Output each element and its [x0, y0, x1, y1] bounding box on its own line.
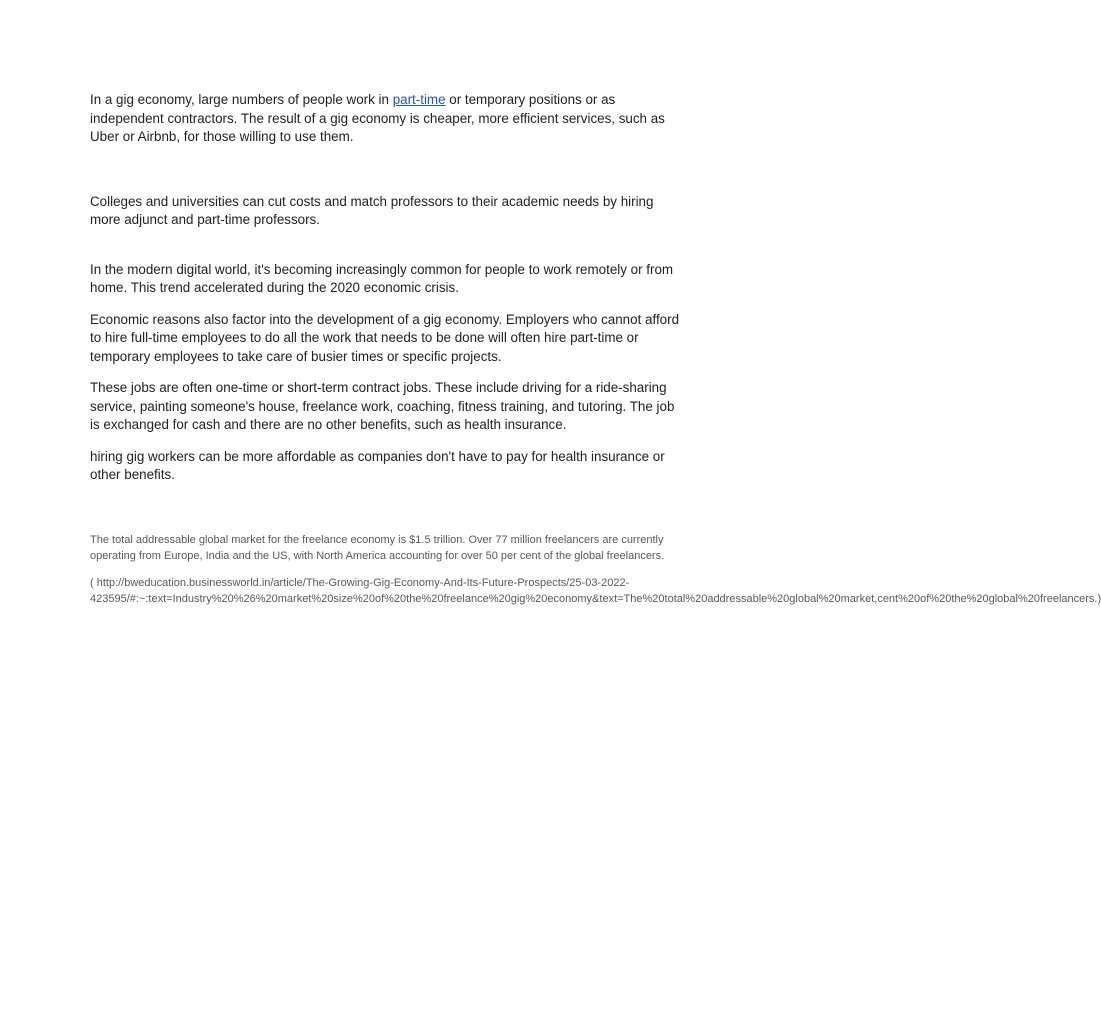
- paragraph-job-types: These jobs are often one-time or short-term contract jobs. These include driving for a ride-sharing service, painting someone's house, freelance work, coaching, fitness training, and tutoring. The job is exchanged for cash and there are no other benefits, such as health insurance.: [90, 380, 675, 432]
- source-citation: ( http://bweducation.businessworld.in/article/The-Growing-Gig-Economy-And-Its-Future-Prospects/25-03-2022-423595/#:~:text=Industry%20%26%20market%20size%20of%20the%20freelance%20gig%20economy&text=The%20total%20addressable%20global%20market,cent%20of%20the%20global%20freelancers.): [90, 576, 1101, 606]
- document-body: [90, 91, 1101, 607]
- part-time-link[interactable]: part-time: [392, 92, 446, 107]
- paragraph-gig-economy-definition: [90, 91, 682, 147]
- paragraph-text: or temporary positions or as independent contractors. The result of a gig economy is cheaper, more efficient services, such as Uber or Airbnb, for those willing to use them.: [90, 92, 665, 144]
- paragraph-digital-world: In the modern digital world, it's becoming increasingly common for people to work remotely or from home. This trend accelerated during the 2020 economic crisis.: [90, 261, 674, 295]
- paragraph-economic-reasons: Economic reasons also factor into the development of a gig economy. Employers who cannot afford to hire full-time employees to do all the work that needs to be done will often hire part-time or temporary employees to take care of busier times or specific projects.: [90, 311, 680, 364]
- paragraph-colleges: Colleges and universities can cut costs and match professors to their academic needs by hiring more adjunct and part-time professors.: [90, 193, 654, 227]
- paragraph-text: In a gig economy, large numbers of people work in: [90, 92, 393, 107]
- paragraph-affordability: hiring gig workers can be more affordable as companies don't have to pay for health insurance or other benefits.: [90, 448, 665, 482]
- market-size-note: The total addressable global market for the freelance economy is $1.5 trillion. Over 77 million freelancers are currently operating from Europe, India and the US, with North America accounting for over 50 per cent of the global freelancers.: [90, 533, 665, 562]
